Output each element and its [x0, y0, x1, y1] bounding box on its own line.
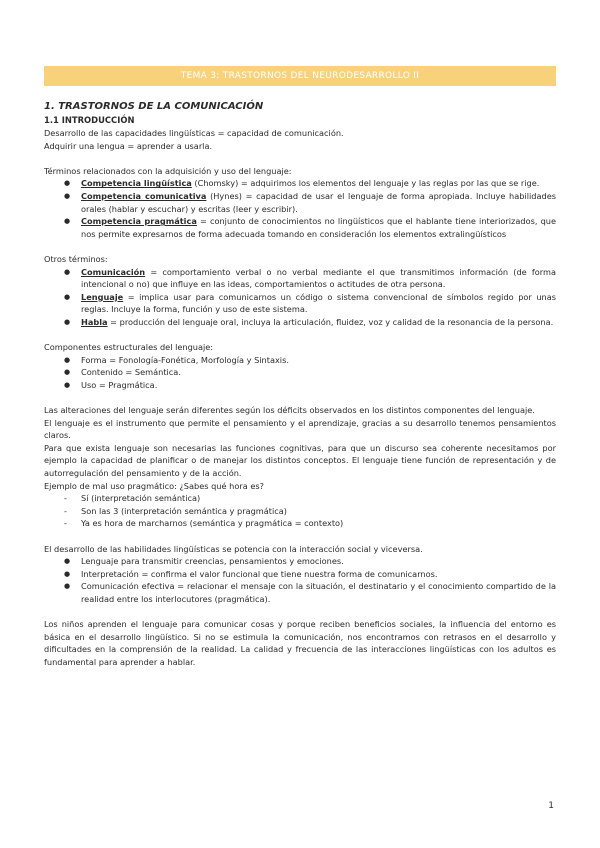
examples-list [64, 492, 556, 530]
term-label: Competencia comunicativa [81, 190, 207, 201]
intro-line: Desarrollo de las capacidades lingüísticas = capacidad de comunicación. [44, 128, 344, 138]
list-item [64, 291, 556, 316]
topic-banner: TEMA 3: TRASTORNOS DEL NEURODESARROLLO II [44, 66, 556, 86]
components-list [64, 354, 556, 392]
paragraph-cognitive: Para que exista lenguaje son necesarias las funciones cognitivas, para que un discurso sea coherente necesitamos por ejemplo la capacidad de planificar o de manejar los distintos conceptos. El lenguaje tiene función de representación y de autorregulación del pensamiento y de la acción. [44, 442, 556, 479]
example-intro: Ejemplo de mal uso pragmático: ¿Sabes qué hora es? [44, 480, 264, 491]
term-text: = producción del lenguaje oral, incluya la articulación, fluidez, voz y calidad de la resonancia de la persona. [107, 316, 554, 327]
list-item: ● Comunicación efectiva = relacionar el mensaje con la situación, el destinatario y el conocimiento compartido de la realidad entre los interlocutores (pragmática). [64, 580, 556, 605]
list-item: ● Uso = Pragmática. [64, 379, 556, 392]
list-item: ● Lenguaje para transmitir creencias, pensamientos y emociones. [64, 555, 556, 568]
list-item [64, 215, 556, 240]
list-item: - Ya es hora de marcharnos (semántica y pragmática = contexto) [64, 517, 556, 530]
section-title: 1. TRASTORNOS DE LA COMUNICACIÓN [44, 101, 264, 112]
list-item [64, 190, 556, 215]
list-item: ● Interpretación = confirma el valor funcional que tiene nuestra forma de comunicarnos. [64, 568, 556, 581]
term-text: = comportamiento verbal o no verbal mediante el que transmitimos información (de forma intencional o no) que influye en las ideas, comportamientos o actitudes de otra persona. [81, 266, 556, 290]
term-label: Competencia lingüística [81, 178, 192, 189]
term-label: Competencia pragmática [81, 216, 197, 227]
list-item: - Son las 3 (interpretación semántica y pragmática) [64, 505, 556, 518]
paragraph-alterations: Las alteraciones del lenguaje serán diferentes según los déficits observados en los distintos componentes del lenguaje. [44, 405, 535, 416]
term-label: Lenguaje [81, 291, 124, 302]
list-item [64, 177, 556, 190]
components-intro: Componentes estructurales del lenguaje: [44, 342, 214, 353]
terms-list [64, 177, 556, 240]
skills-intro: El desarrollo de las habilidades lingüísticas se potencia con la interacción social y viceversa. [44, 543, 423, 554]
page-content [44, 98, 556, 669]
paragraph-children: Los niños aprenden el lenguaje para comunicar cosas y porque reciben beneficios sociales, la influencia del entorno es básica en el desarrollo lingüístico. Si no se estimula la comunicación, nos encontramos con retrasos en el desarrollo y dificultades en la comprensión de la realidad. La calidad y frecuencia de las interacciones lingüísticas con los adultos es fundamental para aprender a hablar. [44, 619, 556, 667]
skills-list [64, 555, 556, 605]
term-label: Habla [81, 316, 108, 327]
term-text: = implica usar para comunicarnos un código o sistema convencional de símbolos regido por unas reglas. Incluye la forma, función y uso de este sistema. [81, 291, 556, 315]
terms-intro: Términos relacionados con la adquisición y uso del lenguaje: [44, 165, 292, 176]
term-label: Comunicación [81, 266, 146, 277]
term-text: = conjunto de conocimientos no lingüísticos que el hablante tiene interiorizados, que nos permite expresarnos de forma adecuada tomando en consideración los elementos extralingüísticos [81, 216, 556, 239]
other-terms-intro: Otros términos: [44, 253, 108, 264]
list-item [64, 316, 556, 329]
other-terms-list [64, 266, 556, 329]
list-item: ● Contenido = Semántica. [64, 366, 556, 379]
term-text: (Chomsky) = adquirimos los elementos del lenguaje y las reglas por las que se rige. [191, 178, 540, 189]
subsection-title: 1.1 INTRODUCCIÓN [44, 115, 135, 125]
term-text: (Hynes) = capacidad de usar el lenguaje de forma apropiada. Incluye habilidades orales (hablar y escuchar) y escritas (leer y escribir). [81, 190, 557, 214]
intro-line: Adquirir una lengua = aprender a usarla. [44, 140, 213, 151]
list-item: - Sí (interpretación semántica) [64, 492, 556, 505]
list-item [64, 266, 556, 291]
page-number: 1 [548, 801, 554, 811]
list-item: ● Forma = Fonología-Fonética, Morfología y Sintaxis. [64, 354, 556, 367]
paragraph-instrument: El lenguaje es el instrumento que permite el pensamiento y el aprendizaje, gracias a su desarrollo tenemos pensamientos claros. [44, 417, 556, 441]
